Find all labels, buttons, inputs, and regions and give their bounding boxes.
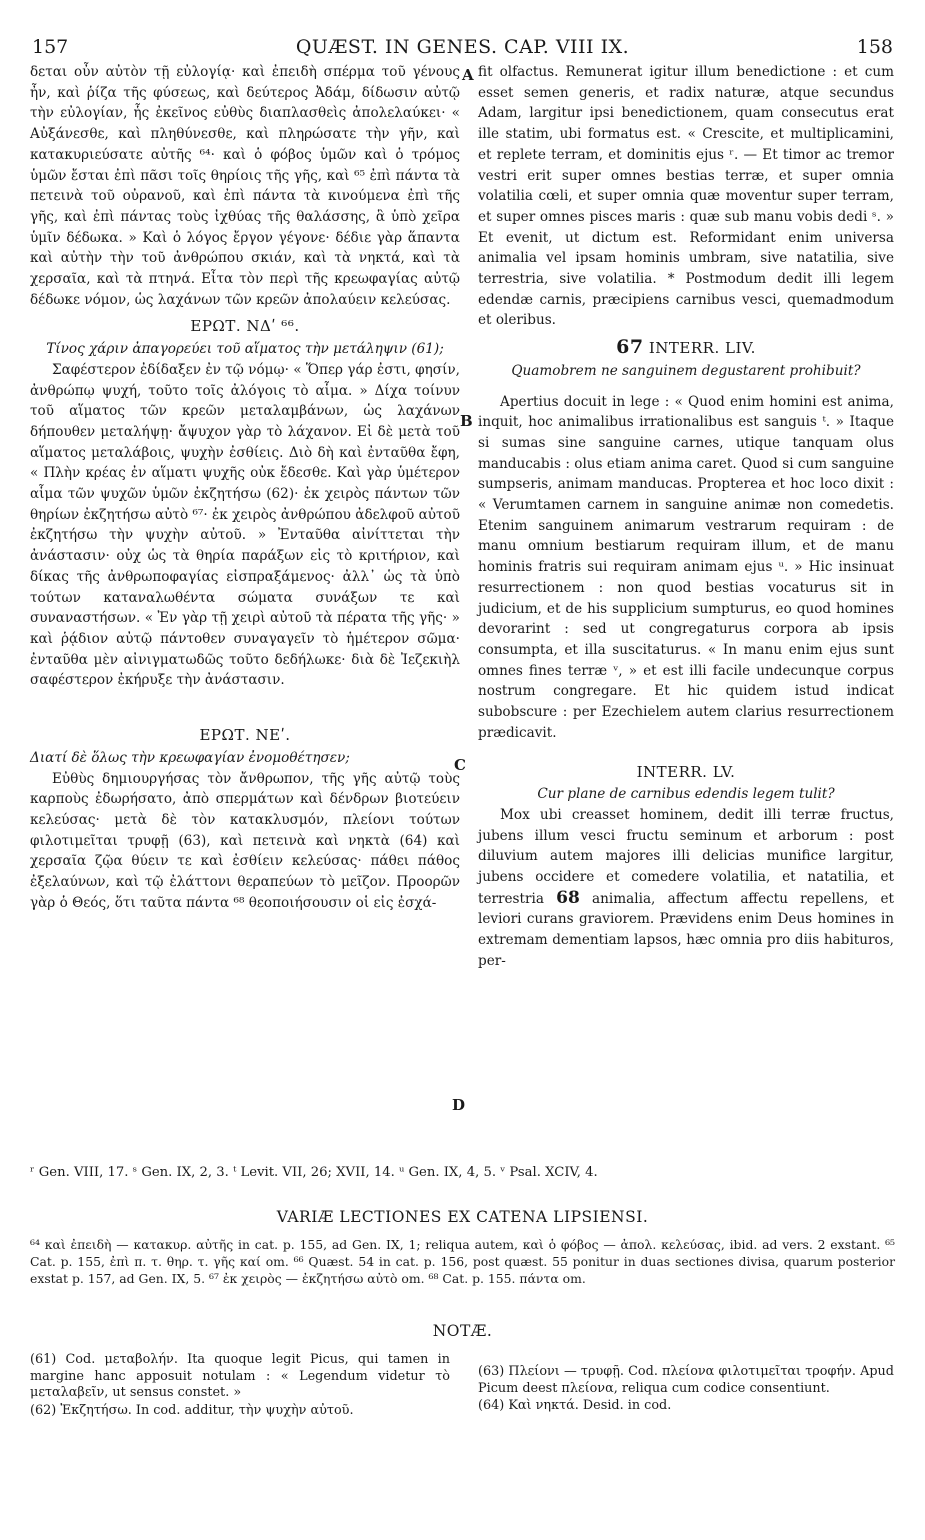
- column-number-68: 68: [556, 887, 580, 908]
- greek-intro-text: δεται οὖν αὐτὸν τῇ εὐλογίᾳ· καὶ ἐπειδὴ σπέρμα τοῦ γένους ἦν, καὶ ῥίζα τῆς φύσεως, καὶ δεύτερος Ἀδάμ, δίδωσιν αὐτῷ τὴν εὐλογίαν, ἧς ἐκεῖνος εὐθὺς διαπλασθεὶς ἀπολελαύκει· « Αὐξάνεσθε, καὶ πληθύνεσθε, καὶ πληρώσατε τὴν γῆν, καὶ κατακυριεύσατε αὐτῆς ⁶⁴· καὶ ὁ φόβος ὑμῶν καὶ ὁ τρόμος ὑμῶν ἔσται ἐπὶ πᾶσι τοῖς θηρίοις τῆς γῆς, καὶ ⁶⁵ ἐπὶ πάντα τὰ πετεινὰ τοῦ οὐρανοῦ, καὶ ἐπὶ πάντα τὰ κινούμενα ἐπὶ τῆς γῆς, καὶ ἐπὶ πάντας τοὺς ἰχθύας τῆς θαλάσσης, ἃ ὑπὸ χεῖρα ὑμῖν δέδωκα. » Καὶ ὁ λόγος ἔργον γέγονε· δέδιε γὰρ ἅπαντα καὶ αὐτὴν τὴν τοῦ ἀνθρώπου σκιάν, καὶ τὰ νηκτά, καὶ τὰ χερσαῖα, καὶ τὰ πτηνά. Εἶτα τὸν περὶ τῆς κρεωφαγίας αὐτῷ δέδωκε νόμον, ὡς λαχάνων τῶν κρεῶν ἀπολαύειν κελεύσας.: [30, 64, 460, 308]
- margin-mark-a: A: [462, 66, 474, 84]
- variae-lectiones-heading: VARIÆ LECTIONES EX CATENA LIPSIENSI.: [276, 1208, 649, 1226]
- latin-question-54-label: INTERR. LIV.: [648, 339, 756, 358]
- running-header: [32, 36, 893, 64]
- greek-question-55-heading: ΕΡΩΤ. ΝΕʹ.: [199, 726, 291, 745]
- variae-lectiones-body: ⁶⁴ καὶ ἐπειδὴ — κατακυρ. αὐτῆς in cat. p. 155, ad Gen. IX, 1; reliqua autem, καὶ ὁ φόβος — ἀπολ. κελεύσας, ibid. ad vers. 2 exstant. ⁶⁵ Cat. p. 155, ἐπὶ π. τ. θηρ. τ. γῆς καί om. ⁶⁶ Quæst. 54 in cat. p. 156, post quæst. 55 ponitur in duas sectiones divisa, quarum posterior exstat p. 157, ad Gen. IX, 5. ⁶⁷ ἐκ χειρὸς — ἐκζητήσω αὐτὸ om. ⁶⁸ Cat. p. 155. πάντα om.: [30, 1237, 895, 1286]
- latin-question-54-title: Quamobrem ne sanguinem degustarent prohibuit?: [511, 362, 861, 379]
- column-number-67: 67: [616, 336, 644, 359]
- note-63: (63) Πλείονι — τρυφῇ. Cod. πλείονα φιλοτιμεῖται τροφήν. Apud Picum deest πλείονα, reliqua cum codice consentiunt.: [478, 1364, 894, 1396]
- latin-intro-text: fit olfactus. Remunerat igitur illum benedictione : et cum esset semen generis, et radix naturæ, atque secundus Adam, largitur ipsi benedictionem, quam consecutus erat ille statim, ubi formatus est. « Crescite, et multiplicamini, et replete terram, et dominitis ejus ʳ. — Et timor ac tremor vestri erit super omnes bestias terræ, et super omnia volatilia cœli, et super omnia quæ moventur super terram, et super omnes pisces maris : quæ sub manu vobis dedi ˢ. » Et evenit, ut dictum est. Reformidant enim universa animalia vel ipsam hominis umbram, sive natatilia, sive terrestria, sive volatilia. * Postmodum dedit illi legem edendæ carnis, præcipiens carnibus vesci, quemadmodum et oleribus.: [478, 64, 894, 329]
- margin-mark-d: D: [452, 1096, 466, 1114]
- note-61: (61) Cod. μεταβολήν. Ita quoque legit Picus, qui tamen in margine hanc apposuit notulam : « Legendum videtur τὸ μεταλαβεῖν, ut sensus constet. »: [30, 1352, 450, 1400]
- greek-question-55-title: Διατί δὲ ὅλως τὴν κρεωφαγίαν ἐνομοθέτησεν;: [30, 749, 350, 766]
- latin-question-55-title: Cur plane de carnibus edendis legem tulit?: [537, 786, 835, 803]
- note-62: (62) Ἐκζητήσω. In cod. additur, τὴν ψυχὴν αὐτοῦ.: [30, 1402, 354, 1418]
- latin-question-55-text-b: animalia, affectum affectu repellens, et leviori curans graviorem. Prævidens enim Deus homines in extremam dementiam lapsos, hæc omnia pro diis habituros, per-: [478, 890, 894, 969]
- page-number-left: 157: [32, 36, 69, 58]
- latin-question-54-body: Apertius docuit in lege : « Quod enim homini est anima, inquit, hoc animalibus irrationalibus est sanguis ᵗ. » Itaque si sumas sine sanguine carnes, utique tanquam olus manducabis : olus etiam anima caret. Quod si cum sanguine sumpseris, animam manducas. Propterea et hoc loco dixit : « Verumtamen carnem in sanguine animæ non comedetis. Etenim sanguinem animarum vestrarum requiram : de manu omnium bestiarum requiram illum, et de manu hominis fratris sui requiram animam ejus ᵘ. » Hic insinuat resurrectionem : non quod bestias vocaturus sit in judicium, et de his supplicium sumpturus, eo quod homines devorarint : sed ut congregaturus corpora ab ipsis consumpta, et illa suscitaturus. « In manu enim ejus sunt omnes fines terræ ᵛ, » et est illi facile undecunque corpus nostrum congregare. Et hic quidem istud indicat subobscure : per Ezechielem autem clarius resurrectionem prædicavit.: [478, 393, 894, 741]
- greek-question-54-title: Τίνος χάριν ἀπαγορεύει τοῦ αἵματος τὴν μετάληψιν (61);: [46, 341, 444, 358]
- greek-question-54-body: Σαφέστερον ἐδίδαξεν ἐν τῷ νόμῳ· « Ὅπερ γάρ ἐστι, φησίν, ἀνθρώπῳ ψυχή, τοῦτο τοῖς ἀλόγοις τὸ αἷμα. » Δίχα τοίνυν τοῦ αἵματος τῶν κρεῶν μεταλαμβάνων, ὡς λαχάνων δήπουθεν μεταλήψῃ· ἄψυχον γὰρ τὸ λάχανον. Εἰ δὲ μετὰ τοῦ αἵματος μεταλάβοις, ψυχὴν ἐσθίεις. Διὸ δὴ καὶ ἐνταῦθα ἔφη, « Πλὴν κρέας ἐν αἵματι ψυχῆς οὐκ ἔδεσθε. Καὶ γὰρ ὑμέτερον αἷμα τῶν ψυχῶν ὑμῶν ἐκζητήσω (62)· ἐκ χειρὸς πάντων τῶν θηρίων ἐκζητήσω αὐτὸ ⁶⁷· ἐκ χειρὸς ἀνθρώπου ἀδελφοῦ αὐτοῦ ἐκζητήσω τὴν ψυχὴν αὐτοῦ. » Ἐνταῦθα αἰνίττεται τὴν ἀνάστασιν· οὐχ ὡς τὰ θηρία παράξων εἰς τὸ κριτήριον, καὶ δίκας τῆς ἀνθρωποφαγίας εἰσπραξάμενος· ἀλλ᾽ ὡς τὰ ὑπὸ τούτων καταναλωθέντα σώματα συνάξων τε καὶ συναναστήσων. « Ἐν γὰρ τῇ χειρὶ αὐτοῦ τὰ πέρατα τῆς γῆς· » καὶ ῥᾴδιον αὐτῷ πάντοθεν συναγαγεῖν τὸ ἡμέτερον σῶμα· ἐνταῦθα μὲν αἰνιγματωδῶς τοῦτο δεδήλωκε· διὰ δὲ Ἰεζεκιὴλ σαφέστερον ἐκήρυξε τὴν ἀνάστασιν.: [30, 361, 460, 689]
- margin-mark-c: C: [454, 756, 466, 774]
- latin-question-55-text-a: Mox ubi creasset hominem, dedit illi terræ fructus, jubens illum vesci fructu seminum et arborum : post diluvium autem majores illi delicias munifice largitur, jubens occidere et comedere volatilia, et natatilia, et terrestria: [478, 806, 894, 907]
- latin-question-55-heading: INTERR. LV.: [636, 762, 736, 781]
- scripture-references: ʳ Gen. VIII, 17. ˢ Gen. IX, 2, 3. ᵗ Levit. VII, 26; XVII, 14. ᵘ Gen. IX, 4, 5. ᵛ Psal. XCIV, 4.: [30, 1165, 598, 1180]
- latin-question-55-body: [478, 805, 894, 972]
- greek-question-54-heading: ΕΡΩΤ. ΝΔʹ ⁶⁶.: [190, 317, 300, 336]
- margin-mark-b: B: [460, 412, 473, 430]
- latin-column: [478, 62, 894, 972]
- page-number-right: 158: [856, 36, 893, 58]
- note-64: (64) Καὶ νηκτά. Desid. in cod.: [478, 1398, 672, 1413]
- notes-left-column: [30, 1352, 450, 1420]
- greek-question-55-body: Εὐθὺς δημιουργήσας τὸν ἄνθρωπον, τῆς γῆς αὐτῷ τοὺς καρποὺς ἐδωρήσατο, ἀπὸ σπερμάτων καὶ δένδρων βιοτεύειν κελεύσας· μετὰ δὲ τὸν κατακλυσμόν, πλείονι τούτων φιλοτιμεῖται τρυφῇ (63), καὶ πετεινὰ καὶ νηκτὰ (64) καὶ χερσαῖα ζῷα θύειν τε καὶ ἐσθίειν κελεύσας· πάθει πάθος ἐξελαύνων, καὶ τῷ ἐλάττονι θεραπεύων τὸ μεῖζον. Προορῶν γὰρ ὁ Θεός, ὅτι ταῦτα πάντα ⁶⁸ θεοποιήσουσιν οἱ εἰς ἐσχά-: [30, 770, 460, 911]
- greek-column: [30, 62, 460, 913]
- latin-question-54-heading: [478, 337, 894, 359]
- notae-heading: NOTÆ.: [432, 1322, 493, 1340]
- running-title: QUÆST. IN GENES. CAP. VIII IX.: [295, 36, 630, 58]
- notes-right-column: [478, 1364, 894, 1416]
